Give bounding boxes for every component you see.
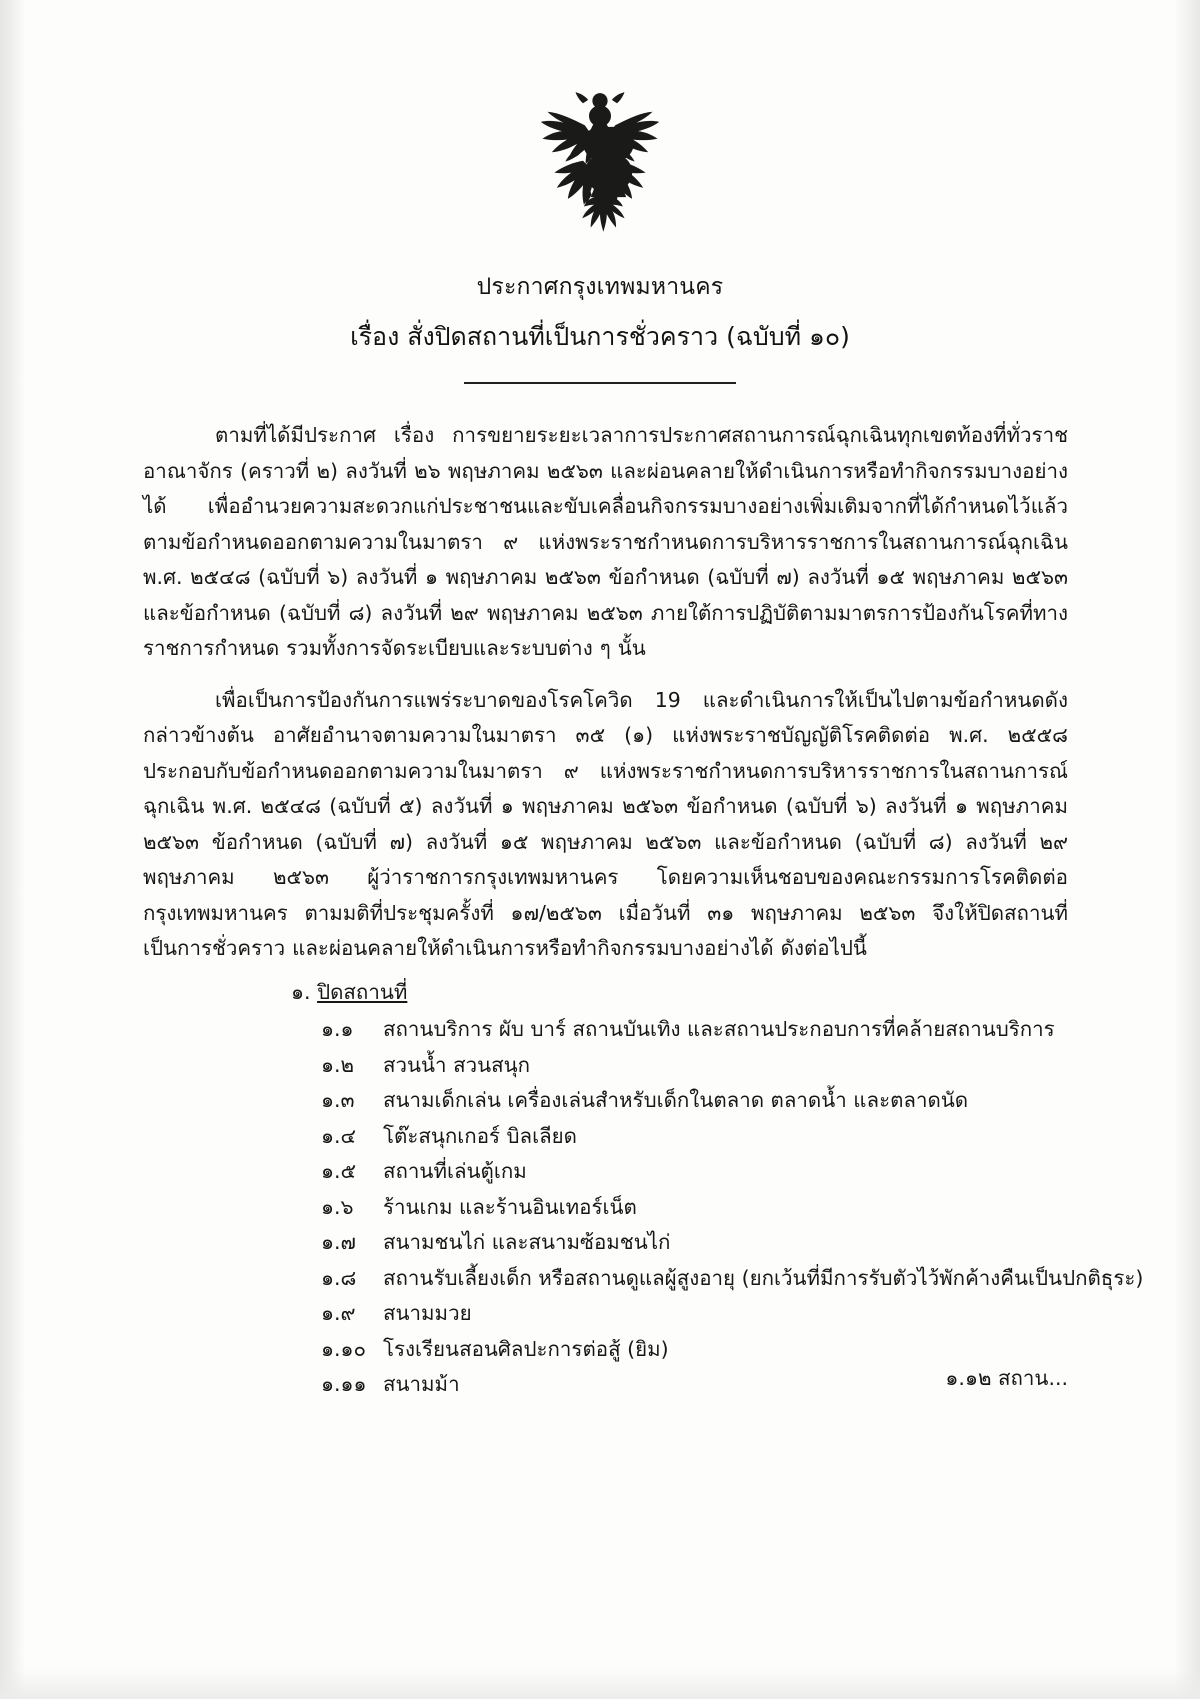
list-item-number: ๑.๔ — [321, 1123, 357, 1148]
section-1-number: ๑. — [291, 979, 311, 1004]
list-item-text: สนามม้า — [383, 1372, 460, 1396]
section-1-heading — [291, 975, 1068, 1011]
scan-edge-bottom — [0, 1669, 1200, 1699]
list-item — [321, 1119, 1068, 1155]
announcement-subject-title: เรื่อง สั่งปิดสถานที่เป็นการชั่วคราว (ฉบับที่ ๑๐) — [350, 322, 850, 352]
scan-edge-right — [1174, 0, 1200, 1699]
list-item-number: ๑.๓ — [321, 1088, 355, 1112]
announcement-authority-title: ประกาศกรุงเทพมหานคร — [476, 274, 724, 300]
document-body — [143, 418, 1144, 1403]
paragraph-preamble: ตามที่ได้มีประกาศ เรื่อง การขยายระยะเวลาการประกาศสถานการณ์ฉุกเฉินทุกเขตท้องที่ทั่วราชอาณาจักร (คราวที่ ๒) ลงวันที่ ๒๖ พฤษภาคม ๒๕๖๓ และผ่อนคลายให้ดำเนินการหรือทำกิจกรรมบางอย่างได้ เพื่ออำนวยความสะดวกแก่ประชาชนและขับเคลื่อนกิจกรรมบางอย่างเพิ่มเติมจากที่ได้กำหนดไว้แล้ว ตามข้อกำหนดออกตามความในมาตรา ๙ แห่งพระราชกำหนดการบริหารราชการในสถานการณ์ฉุกเฉิน พ.ศ. ๒๕๔๘ (ฉบับที่ ๖) ลงวันที่ ๑ พฤษภาคม ๒๕๖๓ ข้อกำหนด (ฉบับที่ ๗) ลงวันที่ ๑๕ พฤษภาคม ๒๕๖๓ และข้อกำหนด (ฉบับที่ ๘) ลงวันที่ ๒๙ พฤษภาคม ๒๕๖๓ ภายใต้การปฏิบัติตามมาตรการป้องกันโรคที่ทางราชการกำหนด รวมทั้งการจัดระเบียบและระบบต่าง ๆ นั้น — [143, 423, 1068, 660]
list-item — [321, 1048, 1068, 1084]
list-item-text: สนามเด็กเล่น เครื่องเล่นสำหรับเด็กในตลาด ตลาดน้ำ และตลาดนัด — [383, 1088, 969, 1112]
list-item — [321, 1083, 1068, 1119]
list-item-number: ๑.๗ — [321, 1230, 356, 1254]
list-item-number: ๑.๘ — [321, 1265, 357, 1290]
list-item-text: โรงเรียนสอนศิลปะการต่อสู้ (ยิม) — [383, 1336, 669, 1361]
list-item-text: ร้านเกม และร้านอินเทอร์เน็ต — [383, 1194, 637, 1219]
list-item-number: ๑.๒ — [321, 1052, 355, 1077]
scan-edge-left — [0, 0, 26, 1699]
section-1 — [143, 975, 1144, 1403]
page-catchword: ๑.๑๒ สถาน... — [945, 1366, 1068, 1390]
title-divider — [464, 382, 736, 384]
list-item — [321, 1225, 1068, 1261]
list-item-text: สถานบริการ ผับ บาร์ สถานบันเทิง และสถานประกอบการที่คล้ายสถานบริการ — [383, 1017, 1055, 1041]
list-item-text: สนามชนไก่ และสนามซ้อมชนไก่ — [383, 1230, 671, 1254]
list-item-number: ๑.๙ — [321, 1301, 356, 1325]
list-item — [321, 1261, 1144, 1297]
emblem-container — [0, 88, 1200, 253]
list-item-number: ๑.๑๑ — [321, 1372, 367, 1396]
list-item-number: ๑.๕ — [321, 1159, 357, 1183]
list-item-number: ๑.๑๐ — [321, 1336, 367, 1361]
list-item — [321, 1296, 1068, 1332]
list-item — [321, 1190, 1068, 1226]
section-1-item-list — [143, 1012, 1144, 1403]
garuda-emblem — [515, 88, 685, 253]
list-item-text: สถานรับเลี้ยงเด็ก หรือสถานดูแลผู้สูงอายุ (ยกเว้นที่มีการรับตัวไว้พักค้างคืนเป็นปกติธุระ) — [383, 1265, 1144, 1290]
list-item-text: สถานที่เล่นตู้เกม — [383, 1159, 527, 1183]
list-item-text: สนามมวย — [383, 1301, 472, 1325]
list-item-number: ๑.๖ — [321, 1194, 354, 1219]
paragraph-authority: เพื่อเป็นการป้องกันการแพร่ระบาดของโรคโควิด 19 และดำเนินการให้เป็นไปตามข้อกำหนดดังกล่าวข้างต้น อาศัยอำนาจตามความในมาตรา ๓๕ (๑) แห่งพระราชบัญญัติโรคติดต่อ พ.ศ. ๒๕๕๘ ประกอบกับข้อกำหนดออกตามความในมาตรา ๙ แห่งพระราชกำหนดการบริหารราชการในสถานการณ์ฉุกเฉิน พ.ศ. ๒๕๔๘ (ฉบับที่ ๕) ลงวันที่ ๑ พฤษภาคม ๒๕๖๓ ข้อกำหนด (ฉบับที่ ๖) ลงวันที่ ๑ พฤษภาคม ๒๕๖๓ ข้อกำหนด (ฉบับที่ ๗) ลงวันที่ ๑๕ พฤษภาคม ๒๕๖๓ และข้อกำหนด (ฉบับที่ ๘) ลงวันที่ ๒๙ พฤษภาคม ๒๕๖๓ ผู้ว่าราชการกรุงเทพมหานคร โดยความเห็นชอบของคณะกรรมการโรคติดต่อกรุงเทพมหานคร ตามมติที่ประชุมครั้งที่ ๑๗/๒๕๖๓ เมื่อวันที่ ๓๑ พฤษภาคม ๒๕๖๓ จึงให้ปิดสถานที่เป็นการชั่วคราว และผ่อนคลายให้ดำเนินการหรือทำกิจกรรมบางอย่างได้ ดังต่อไปนี้ — [143, 687, 1068, 960]
list-item-number: ๑.๑ — [321, 1017, 354, 1041]
section-1-heading-label: ปิดสถานที่ — [317, 979, 408, 1004]
list-item — [321, 1154, 1068, 1190]
list-item — [321, 1012, 1068, 1048]
list-item-text: สวนน้ำ สวนสนุก — [383, 1052, 531, 1077]
document-title-block — [0, 272, 1200, 354]
title-divider-container — [0, 382, 1200, 384]
list-item-text: โต๊ะสนุกเกอร์ บิลเลียด — [383, 1123, 577, 1148]
